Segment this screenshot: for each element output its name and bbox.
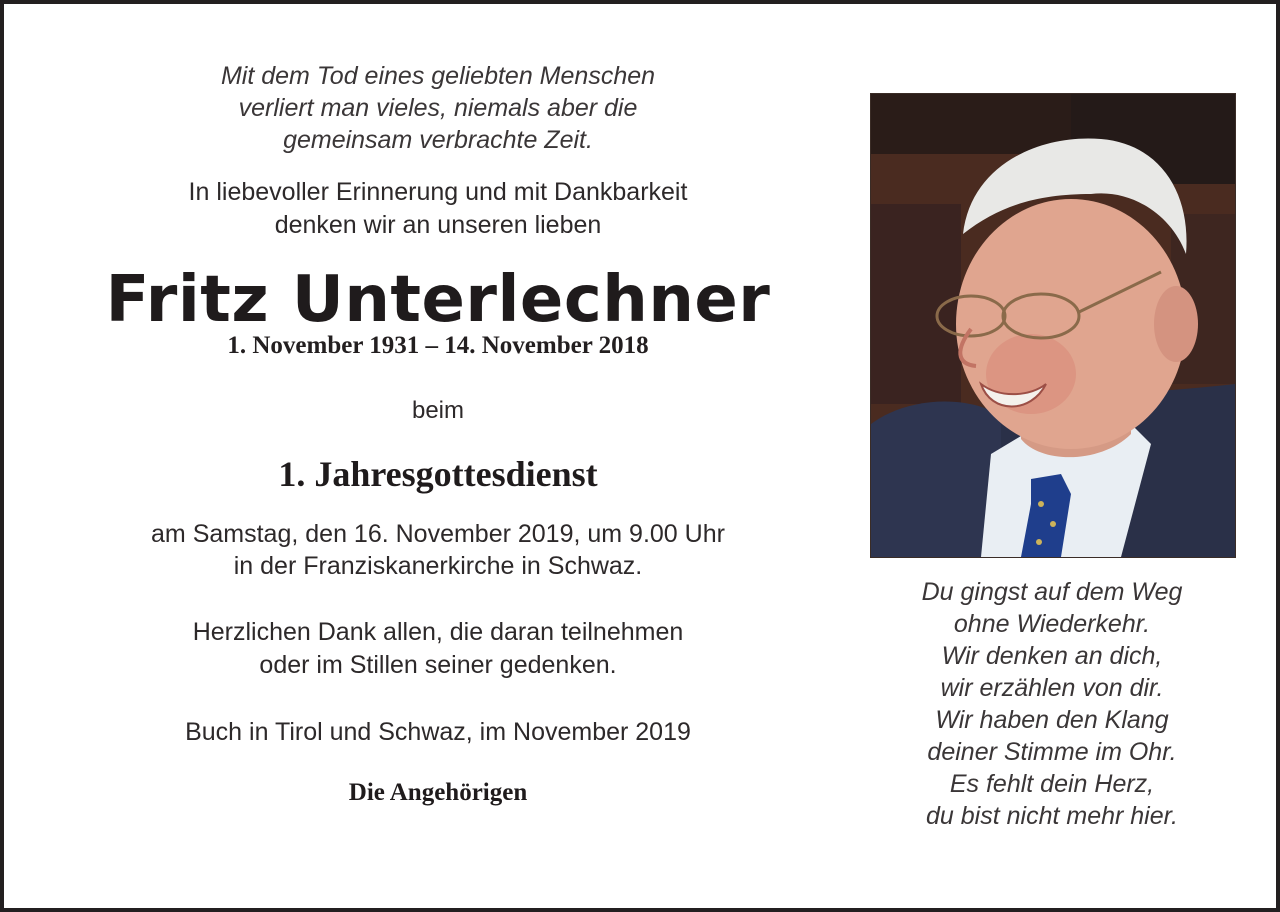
- poem-line: ohne Wiederkehr.: [953, 610, 1151, 638]
- thanks-text: [100, 616, 776, 682]
- service-details: [100, 518, 776, 582]
- thanks-line: oder im Stillen seiner gedenken.: [259, 651, 617, 679]
- poem: [870, 576, 1234, 832]
- portrait-photo: [870, 93, 1236, 558]
- service-pre: beim: [411, 397, 465, 424]
- poem-line: wir erzählen von dir.: [940, 674, 1164, 702]
- memory-line: In liebevoller Erinnerung und mit Dankbarkeit: [188, 178, 688, 206]
- deceased-name: Fritz Unterlechner: [105, 263, 771, 337]
- thanks-line: Herzlichen Dank allen, die daran teilnehmen: [192, 618, 684, 646]
- poem-line: Du gingst auf dem Weg: [921, 578, 1183, 606]
- poem-line: Wir haben den Klang: [935, 706, 1169, 734]
- signoff: Die Angehörigen: [348, 779, 528, 806]
- poem-line: du bist nicht mehr hier.: [926, 802, 1178, 830]
- portrait-illustration: [871, 94, 1235, 557]
- service-line: in der Franziskanerkirche in Schwaz.: [233, 552, 643, 580]
- service-line: am Samstag, den 16. November 2019, um 9.00 Uhr: [151, 520, 725, 548]
- quote-line: Mit dem Tod eines geliebten Menschen: [220, 62, 656, 90]
- intro-quote: [100, 60, 776, 156]
- life-dates: 1. November 1931 – 14. November 2018: [227, 332, 649, 359]
- poem-line: Es fehlt dein Herz,: [949, 770, 1155, 798]
- poem-line: Wir denken an dich,: [941, 642, 1163, 670]
- quote-line: verliert man vieles, niemals aber die: [238, 94, 638, 122]
- service-title: 1. Jahresgottesdienst: [278, 454, 598, 494]
- place-date: Buch in Tirol und Schwaz, im November 2019: [185, 718, 691, 746]
- quote-line: gemeinsam verbrachte Zeit.: [283, 126, 593, 154]
- poem-line: deiner Stimme im Ohr.: [927, 738, 1177, 766]
- announcement-column: [100, 60, 776, 808]
- memory-line: denken wir an unseren lieben: [274, 211, 602, 239]
- memory-text: [100, 176, 776, 242]
